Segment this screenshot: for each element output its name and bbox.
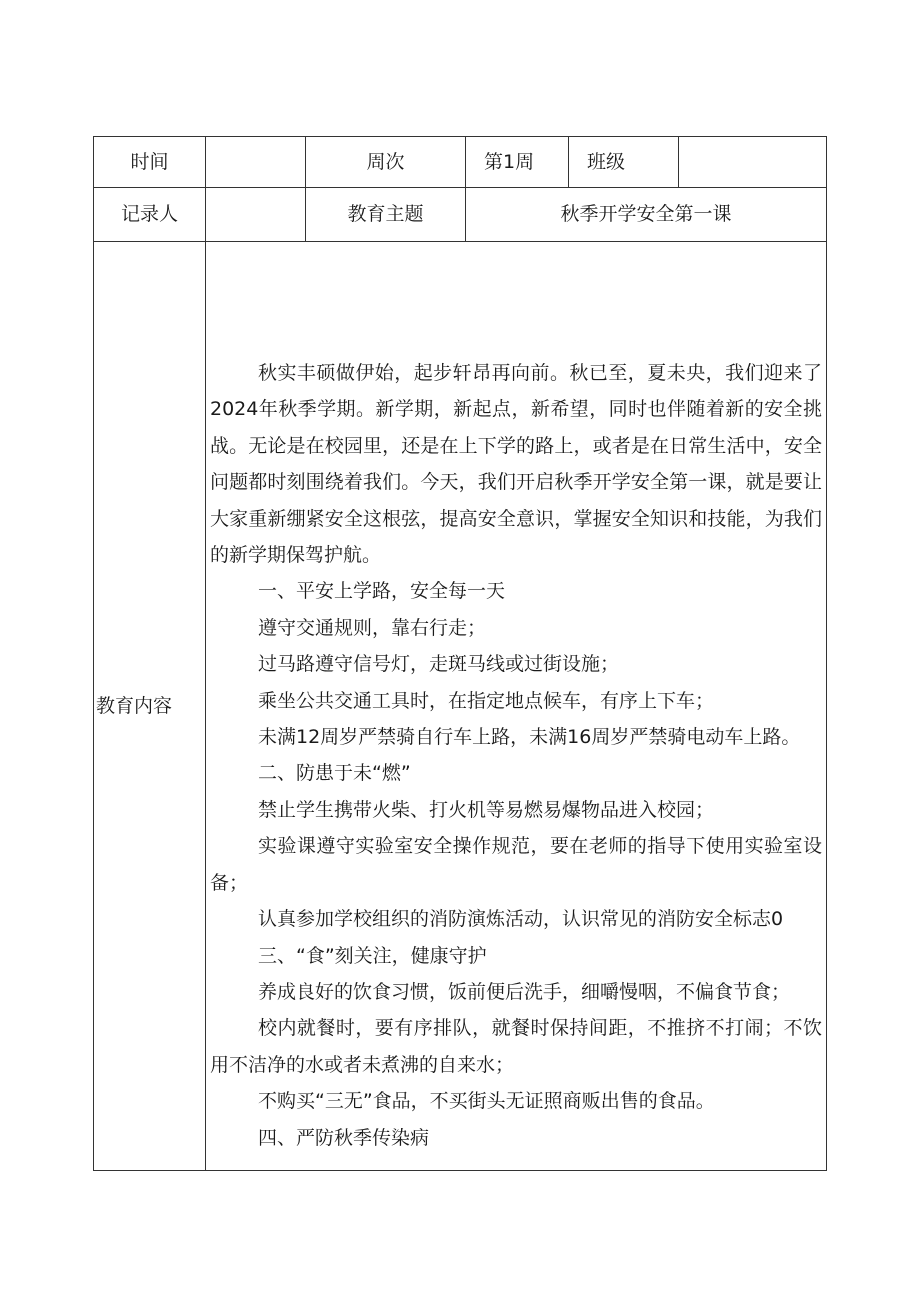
- section-heading-4: 四、严防秋季传染病: [258, 1126, 430, 1149]
- content-line: 未满12周岁严禁骑自行车上路，未满16周岁严禁骑电动车上路。: [258, 726, 801, 749]
- section-heading-1: 一、平安上学路，安全每一天: [258, 580, 506, 603]
- week-value: 第1周: [466, 137, 569, 188]
- class-value: [679, 137, 827, 188]
- content-label: 教育内容: [94, 242, 206, 1171]
- content-line: 校内就餐时，要有序排队，就餐时保持间距，不推挤不打闹；不饮用不洁净的水或者未煮沸的自来水；: [210, 1017, 822, 1076]
- week-label: 周次: [306, 137, 466, 188]
- content-cell: [206, 242, 827, 1171]
- recorder-value: [206, 188, 306, 242]
- content-line: 养成良好的饮食习惯，饭前便后洗手，细嚼慢咽，不偏食节食；: [258, 980, 791, 1003]
- section-heading-3: 三、“食”刻关注，健康守护: [258, 944, 487, 967]
- intro-paragraph: 秋实丰硕做伊始，起步轩昂再向前。秋已至，夏未央，我们迎来了2024年秋季学期。新学期，新起点，新希望，同时也伴随着新的安全挑战。无论是在校园里，还是在上下学的路上，或者是在日常生活中，安全问题都时刻围绕着我们。今天，我们开启秋季开学安全第一课，就是要让大家重新绷紧安全这根弦，提高安全意识，掌握安全知识和技能，为我们的新学期保驾护航。: [210, 362, 822, 567]
- section-heading-2: 二、防患于未“燃”: [258, 762, 411, 785]
- time-label: 时间: [94, 137, 206, 188]
- content-line: 认真参加学校组织的消防演炼活动，认识常见的消防安全标志0: [258, 908, 784, 931]
- content-line: 禁止学生携带火柴、打火机等易燃易爆物品进入校园；: [258, 798, 715, 821]
- content-line: 过马路遵守信号灯，走斑马线或过街设施；: [258, 653, 620, 676]
- recorder-label: 记录人: [94, 188, 206, 242]
- content-line: 乘坐公共交通工具时，在指定地点候车，有序上下车；: [258, 689, 715, 712]
- time-value: [206, 137, 306, 188]
- header-row-2: [94, 188, 827, 242]
- theme-value: 秋季开学安全第一课: [466, 188, 827, 242]
- content-body: [206, 242, 826, 1156]
- header-row-1: [94, 137, 827, 188]
- safety-education-record-table: [93, 136, 827, 1171]
- content-row: [94, 242, 827, 1171]
- class-label: 班级: [569, 137, 679, 188]
- content-line: 不购买“三无”食品，不买街头无证照商贩出售的食品。: [258, 1090, 715, 1113]
- content-line: 遵守交通规则，靠右行走；: [258, 616, 487, 639]
- theme-label: 教育主题: [306, 188, 466, 242]
- content-line: 实验课遵守实验室安全操作规范，要在老师的指导下使用实验室设备；: [210, 835, 822, 894]
